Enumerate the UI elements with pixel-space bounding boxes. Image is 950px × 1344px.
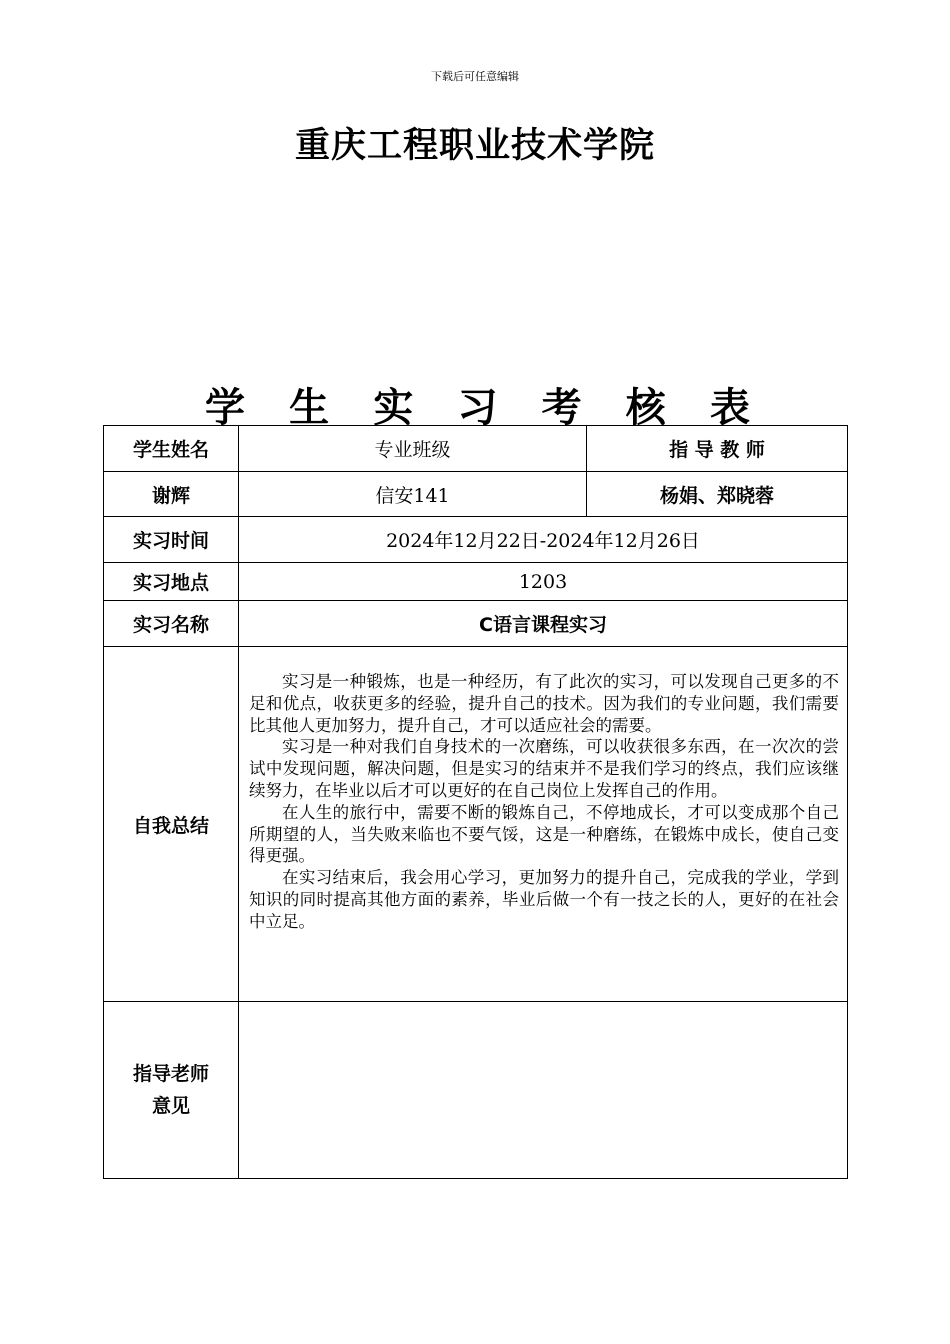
internship-location-value: 1203: [239, 563, 848, 601]
advisor-opinion-row: [104, 1002, 848, 1179]
advisor-opinion-label: [104, 1002, 239, 1179]
internship-time-value: 2024年12月22日-2024年12月26日: [239, 517, 848, 563]
advisor-opinion-value: [239, 1002, 848, 1179]
internship-time-row: [104, 517, 848, 563]
advisor-opinion-label-line2: 意见: [151, 1095, 190, 1117]
self-summary-row: [104, 647, 848, 1002]
advisor-opinion-label-line1: 指导老师: [132, 1063, 209, 1085]
internship-location-row: [104, 563, 848, 601]
form-title-char: 表: [709, 384, 750, 431]
summary-paragraph: 实习是一种锻炼，也是一种经历，有了此次的实习，可以发现自己更多的不足和优点，收获更多的经验，提升自己的技术。因为我们的专业问题，我们需要比其他人更加努力，提升自己，才可以适应社会的需要。: [249, 672, 839, 735]
self-summary-content: [239, 647, 848, 1002]
internship-time-label: 实习时间: [104, 517, 239, 563]
form-title-char: 学: [205, 384, 245, 431]
self-summary-label: 自我总结: [104, 647, 239, 1002]
form-title-char: 考: [541, 384, 582, 431]
advisor-names-value: 杨娟、郑晓蓉: [587, 472, 848, 517]
summary-paragraph: 在实习结束后，我会用心学习，更加努力的提升自己，完成我的学业，学到知识的同时提高其他方面的素养，毕业后做一个有一技之长的人，更好的在社会中立足。: [249, 868, 839, 931]
internship-name-row: [104, 601, 848, 647]
summary-paragraph: 实习是一种对我们自身技术的一次磨练，可以收获很多东西，在一次次的尝试中发现问题，解决问题，但是实习的结束并不是我们学习的终点，我们应该继续努力，在毕业以后才可以更好的在自己岗位上发挥自己的作用。: [249, 737, 839, 800]
internship-location-label: 实习地点: [104, 563, 239, 601]
student-name-header: 学生姓名: [104, 426, 239, 472]
school-name: 重庆工程职业技术学院: [294, 126, 655, 166]
form-title-char: 生: [289, 384, 330, 431]
summary-paragraph: 在人生的旅行中，需要不断的锻炼自己，不停地成长，才可以变成那个自己所期望的人，当失败来临也不要气馁，这是一种磨练，在锻炼中成长，使自己变得更强。: [249, 802, 839, 866]
internship-name-label: 实习名称: [104, 601, 239, 647]
form-title-char: 核: [625, 384, 666, 431]
header-row: [104, 426, 848, 472]
form-title: [205, 378, 750, 430]
major-class-header: 专业班级: [239, 426, 587, 472]
student-class-value: 信安141: [239, 472, 587, 517]
student-info-row: [104, 472, 848, 517]
form-title-char: 习: [457, 384, 498, 431]
header-note: 下载后可任意编辑: [431, 70, 519, 83]
assessment-table: [103, 425, 848, 1179]
student-name-value: 谢辉: [104, 472, 239, 517]
internship-name-value: C语言课程实习: [239, 601, 848, 647]
form-title-char: 实: [373, 384, 414, 431]
advisor-header: 指 导 教 师: [587, 426, 848, 472]
